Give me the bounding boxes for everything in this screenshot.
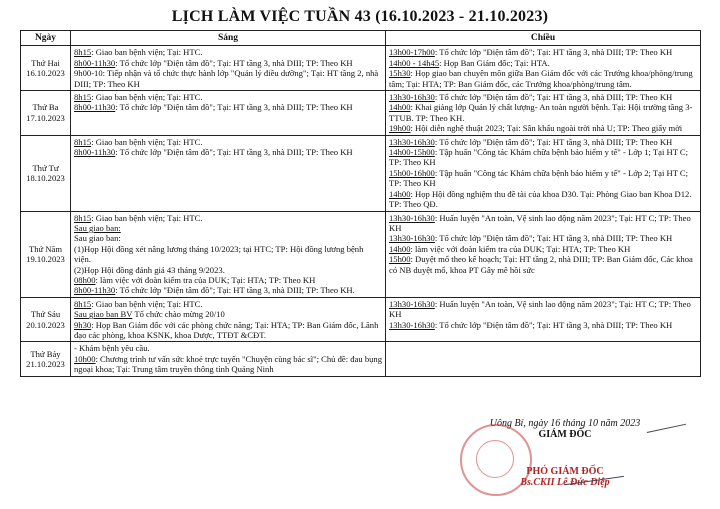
entry-text: (2)Họp Hội đồng đánh giá 43 tháng 9/2023. (74, 264, 225, 275)
entry-time: 08h00 (74, 274, 96, 285)
schedule-entry (74, 275, 382, 285)
entry-time: 10h00 (74, 353, 96, 364)
entry-text: : làm việc với đoàn kiểm tra của DUK; Tại: HTA; TP: Theo KH (410, 243, 631, 254)
day-date: 18.10.2023 (26, 173, 65, 184)
page-title: LỊCH LÀM VIỆC TUẦN 43 (16.10.2023 - 21.10.2023) (171, 8, 549, 25)
morning-cell (71, 297, 386, 342)
table-header-row (21, 31, 701, 46)
entry-time: 8h15 (74, 92, 92, 103)
day-name: Thứ Bảy (30, 348, 61, 359)
schedule-entry (389, 299, 697, 320)
afternoon-cell (386, 297, 701, 342)
schedule-entry (74, 343, 382, 353)
entry-text: : Huấn luyện "An toàn, Vệ sinh lao động năm 2023"; Tại: HT C; TP: Theo KH (389, 212, 691, 233)
day-date: 20.10.2023 (26, 319, 65, 330)
schedule-entry (74, 68, 382, 89)
afternoon-cell (386, 135, 701, 211)
day-cell (21, 211, 71, 297)
entry-time: 8h00-11h30 (74, 285, 116, 296)
day-name: Thứ Ba (32, 102, 59, 113)
entry-text: 9h00-10: Tiếp nhận và tổ chức thực hành lớp "Quản lý điều dưỡng"; Tại: HT tầng 2, nhà DIII; TP: Theo KH (74, 68, 379, 89)
schedule-entry (74, 233, 382, 243)
schedule-entry (74, 147, 382, 157)
day-date: 21.10.2023 (26, 358, 65, 369)
schedule-entry (389, 58, 697, 68)
schedule-entry (74, 213, 382, 223)
schedule-entry (389, 233, 697, 243)
entry-text: Tổ chức chào mừng 20/10 (132, 309, 225, 320)
entry-time: 13h30-16h30 (389, 233, 435, 244)
day-cell (21, 46, 71, 91)
signature-name: Bs.CKII Lê Đức Diệp (520, 477, 610, 488)
entry-text: : Tập huấn "Công tác Khám chữa bệnh bảo hiểm y tế" - Lớp 2; Tại HT C; TP: Theo KH (389, 167, 689, 189)
entry-time: 13h30-16h30 (389, 319, 435, 330)
morning-cell (71, 211, 386, 297)
entry-text: : Tổ chức lớp "Điện tâm đồ"; Tại: HT tầng 3, nhà DIII; TP: Theo KH. (115, 285, 355, 296)
schedule-entry (389, 320, 697, 330)
schedule-entry (74, 47, 382, 57)
schedule-entry (74, 285, 382, 295)
schedule-entry (74, 299, 382, 309)
schedule-entry (74, 92, 382, 102)
day-name: Thứ Sáu (30, 309, 61, 320)
entry-text: : Huấn luyện "An toàn, Vệ sinh lao động năm 2023"; Tại: HT C; TP: Theo KH (389, 298, 691, 320)
entry-text: : Tập huấn "Công tác Khám chữa bệnh bảo hiểm y tế" - Lớp 1; Tại HT C; TP: Theo KH (389, 147, 689, 168)
entry-time: 13h00-17h00 (389, 47, 435, 58)
entry-text: : Giao ban bệnh viện; Tại: HTC. (91, 298, 203, 309)
afternoon-cell (386, 211, 701, 297)
entry-text: : Chương trình tư vấn sức khoẻ trực tuyến "Chuyện cùng bác sĩ"; Chủ đề: đau bụng ngoại khoa; Tại: Trung tâm truyền thông tỉnh Quảng Ninh (74, 353, 383, 375)
day-name: Thứ Năm (28, 243, 63, 254)
entry-time: 8h00-11h30 (74, 57, 116, 68)
afternoon-cell (386, 342, 701, 376)
schedule-entry (74, 223, 382, 233)
schedule-entry (389, 92, 697, 102)
entry-text: : Hội diễn nghệ thuật 2023; Tại: Sân khấu ngoài trời nhà U; TP: Theo giấy mời (410, 123, 683, 134)
entry-text: : làm việc với đoàn kiểm tra của DUK; Tại: HTA; TP: Theo KH (95, 274, 316, 285)
schedule-entry (389, 254, 697, 275)
morning-cell (71, 342, 386, 376)
entry-text: : Họp giao ban chuyên môn giữa Ban Giám đốc với các Trưởng khoa/phòng/trung tâm; Tại: HTA; TP: Ban Giám đốc, các Trưởng khoa/phòng/trung tâm. (389, 68, 693, 89)
signature-deputy: PHÓ GIÁM ĐỐC (526, 466, 604, 477)
entry-time: 13h30-16h30 (389, 92, 435, 103)
day-name: Thứ Tư (32, 162, 59, 173)
day-cell (21, 135, 71, 211)
schedule-entry (74, 244, 382, 265)
morning-cell (71, 91, 386, 136)
table-row (21, 211, 701, 297)
schedule-entry (389, 147, 697, 168)
schedule-entry (74, 309, 382, 319)
entry-text: - Khám bệnh yêu cầu. (74, 343, 150, 354)
table-row (21, 135, 701, 211)
entry-text: : Giao ban bệnh viện; Tại: HTC. (91, 47, 203, 58)
entry-time: 8h15 (74, 298, 92, 309)
day-cell (21, 91, 71, 136)
day-date: 19.10.2023 (26, 254, 65, 265)
schedule-entry (389, 168, 697, 189)
entry-text: : Họp Ban Giám đốc; Tại: HTA. (439, 57, 550, 68)
entry-text: : Giao ban bệnh viện; Tại: HTC. (91, 136, 203, 147)
entry-time: 8h15 (74, 47, 92, 58)
entry-text: : Tổ chức lớp "Điện tâm đồ"; Tại: HT tầng 3, nhà DIII; TP: Theo KH (115, 147, 353, 158)
schedule-entry (389, 244, 697, 254)
entry-text: Sau giao ban: (74, 233, 121, 244)
afternoon-cell (386, 91, 701, 136)
morning-cell (71, 135, 386, 211)
schedule-entry (389, 123, 697, 133)
entry-text: : Tổ chức lớp "Điện tâm đồ"; Tại: HT tầng 3, nhà DIII; TP: Theo KH (434, 136, 673, 147)
entry-time: 8h15 (74, 136, 92, 147)
entry-text: : Giao ban bệnh viện; Tại: HTC. (91, 92, 203, 103)
entry-text: : Tổ chức lớp "Điện tâm đồ"; Tại: HT tầng 3, nhà DIII; TP: Theo KH (434, 319, 673, 330)
entry-time: 14h00-15h00 (389, 147, 435, 158)
entry-time: 19h00 (389, 123, 411, 134)
schedule-table (20, 30, 701, 377)
entry-text: : Giao ban bệnh viện; Tại: HTC. (91, 212, 203, 223)
table-row (21, 297, 701, 342)
schedule-entry (389, 137, 697, 147)
signature-role: GIÁM ĐỐC (538, 429, 592, 440)
table-row (21, 91, 701, 136)
table-row (21, 46, 701, 91)
entry-time: 13h30-16h30 (389, 298, 435, 309)
schedule-entry (74, 265, 382, 275)
entry-time: 13h30-16h30 (389, 212, 435, 223)
schedule-entry (389, 213, 697, 234)
entry-time: 15h00-16h00 (389, 167, 435, 178)
entry-text: : Tổ chức lớp "Điện tâm đồ"; Tại: HT tầng 3, nhà DIII; TP: Theo KH (434, 92, 673, 103)
schedule-entry (389, 68, 697, 89)
entry-time: 15h00 (389, 254, 411, 265)
entry-text: : Họp Hội đồng nghiệm thu đề tài của khoa D30. Tại: Phòng Giao ban Khoa D12. TP: Theo QĐ. (389, 188, 692, 210)
entry-time: 15h30 (389, 68, 411, 79)
schedule-entry (74, 320, 382, 341)
day-date: 16.10.2023 (26, 68, 65, 79)
entry-time: 14h00 (389, 102, 411, 113)
header-day: Ngày (21, 31, 71, 46)
entry-time: 8h00-11h30 (74, 147, 116, 158)
entry-time: 9h30 (74, 319, 92, 330)
entry-time: 14h00 (389, 188, 411, 199)
header-morning: Sáng (71, 31, 386, 46)
signature-date: Uông Bí, ngày 16 tháng 10 năm 2023 (489, 418, 641, 429)
entry-time: 14h00 - 14h45 (389, 57, 440, 68)
entry-time: 13h30-16h30 (389, 136, 435, 147)
schedule-entry (74, 102, 382, 112)
schedule-entry (389, 189, 697, 210)
entry-time: 8h00-11h30 (74, 102, 116, 113)
schedule-entry (74, 354, 382, 375)
schedule-entry (74, 58, 382, 68)
schedule-entry (74, 137, 382, 147)
entry-text: : Duyệt mổ theo kế hoạch; Tại: HT tầng 2, nhà DIII; TP: Ban Giám đốc, Các khoa có NB duyệt mổ, khoa PT Gây mê hồi sức (389, 254, 693, 275)
schedule-entry (389, 102, 697, 123)
morning-cell (71, 46, 386, 91)
entry-time: Sau giao ban BV (74, 309, 133, 320)
entry-text: (1)Họp Hội đồng xét nâng lương tháng 10/2023; tại HTC; TP: Hội đồng lương bệnh viện. (74, 243, 364, 265)
day-name: Thứ Hai (31, 57, 60, 68)
entry-text: : Tổ chức lớp "Điện tâm đồ"; Tại: HT tầng 3, nhà DIII; TP: Theo KH (115, 57, 353, 68)
day-cell (21, 297, 71, 342)
entry-text: : Họp Ban Giám đốc với các phòng chức năng; Tại: HTA; TP: Ban Giám đốc, Lãnh đạo các phòng, khoa KSNK, khoa Dược, TTĐT &CĐT. (74, 319, 379, 340)
day-date: 17.10.2023 (26, 112, 65, 123)
entry-text: : Khai giảng lớp Quản lý chất lượng- An toàn người bệnh. Tại: Hội trường tầng 3- TTUB. TP: Theo KH. (389, 102, 693, 123)
day-cell (21, 342, 71, 376)
official-seal-stamp (460, 424, 532, 496)
schedule-entry (389, 47, 697, 57)
entry-text: : Tổ chức lớp "Điện tâm đồ"; Tại: HT tầng 3, nhà DIII; TP: Theo KH (434, 47, 673, 58)
entry-text: : Tổ chức lớp "Điện tâm đồ"; Tại: HT tầng 3, nhà DIII; TP: Theo KH (434, 233, 673, 244)
afternoon-cell (386, 46, 701, 91)
entry-time: 8h15 (74, 212, 92, 223)
entry-time: 14h00 (389, 243, 411, 254)
entry-text: : Tổ chức lớp "Điện tâm đồ"; Tại: HT tầng 3, nhà DIII; TP: Theo KH (115, 102, 353, 113)
entry-time: Sau giao ban: (74, 222, 121, 233)
table-row (21, 342, 701, 376)
header-afternoon: Chiều (386, 31, 701, 46)
